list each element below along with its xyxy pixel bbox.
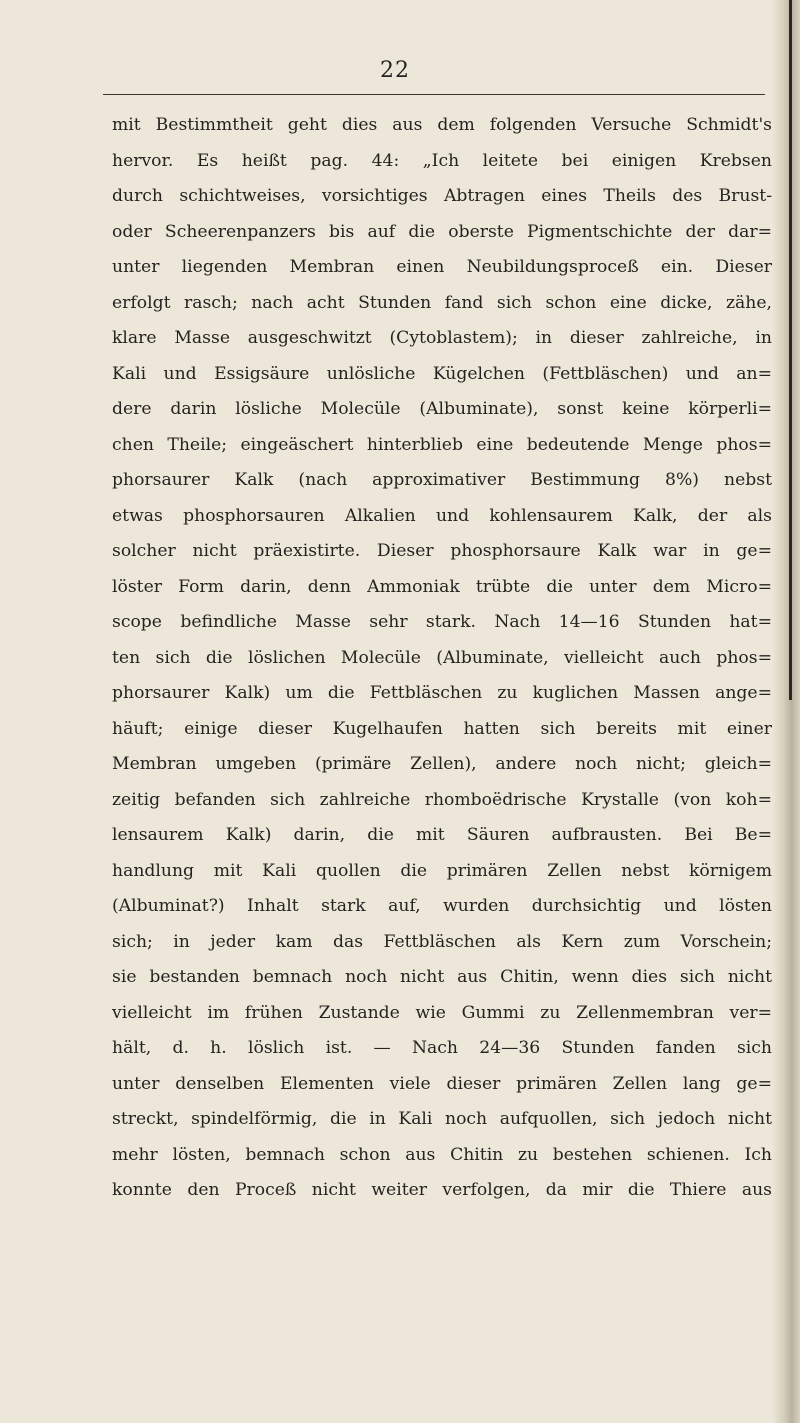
text-line: phorsaurer Kalk (nach approximativer Bestimmung 8%) nebst [112, 470, 772, 490]
text-line: oder Scheerenpanzers bis auf die oberste Pigmentschichte der dar= [112, 221, 772, 242]
text-line: ten sich die löslichen Molecüle (Albuminate, vielleicht auch phos= [112, 647, 772, 668]
text-line: streckt, spindelförmig, die in Kali noch aufquollen, sich jedoch nicht [112, 1109, 772, 1129]
text-line: Kali und Essigsäure unlösliche Kügelchen (Fettbläschen) und an= [112, 363, 772, 384]
text-line: unter denselben Elementen viele dieser primären Zellen lang ge= [112, 1073, 772, 1094]
text-line: vielleicht im frühen Zustande wie Gummi zu Zellenmembran ver= [112, 1002, 772, 1023]
text-line: klare Masse ausgeschwitzt (Cytoblastem); in dieser zahlreiche, in [112, 328, 772, 348]
text-line: dere darin lösliche Molecüle (Albuminate), sonst keine körperli= [112, 399, 772, 419]
text-line: scope befindliche Masse sehr stark. Nach 14—16 Stunden hat= [112, 612, 772, 632]
text-line: sie bestanden bemnach noch nicht aus Chitin, wenn dies sich nicht [112, 967, 772, 987]
text-line: solcher nicht präexistirte. Dieser phosphorsaure Kalk war in ge= [112, 541, 772, 561]
body-text [112, 108, 772, 1209]
text-line: etwas phosphorsauren Alkalien und kohlensaurem Kalk, der als [112, 505, 772, 526]
text-line: hervor. Es heißt pag. 44: „Ich leitete bei einigen Krebsen [112, 150, 772, 171]
text-line: löster Form darin, denn Ammoniak trübte die unter dem Micro= [112, 576, 772, 597]
text-line: (Albuminat?) Inhalt stark auf, wurden durchsichtig und lösten [112, 896, 772, 916]
page-edge [772, 0, 800, 1423]
header-rule [103, 94, 765, 95]
text-line: zeitig befanden sich zahlreiche rhomboëdrische Krystalle (von koh= [112, 789, 772, 810]
text-line: hält, d. h. löslich ist. — Nach 24—36 Stunden fanden sich [112, 1038, 772, 1058]
binding-shadow [789, 0, 792, 700]
text-line: mit Bestimmtheit geht dies aus dem folgenden Versuche Schmidt's [112, 115, 772, 135]
page-number: 22 [380, 58, 410, 83]
text-line: sich; in jeder kam das Fettbläschen als Kern zum Vorschein; [112, 931, 772, 952]
text-line: lensaurem Kalk) darin, die mit Säuren aufbrausten. Bei Be= [112, 825, 772, 845]
text-line: unter liegenden Membran einen Neubildungsproceß ein. Dieser [112, 257, 772, 277]
text-line: durch schichtweises, vorsichtiges Abtragen eines Theils des Brust- [112, 186, 772, 206]
text-line: handlung mit Kali quollen die primären Zellen nebst körnigem [112, 860, 772, 881]
text-line: häuft; einige dieser Kugelhaufen hatten sich bereits mit einer [112, 718, 772, 739]
text-line: erfolgt rasch; nach acht Stunden fand sich schon eine dicke, zähe, [112, 292, 772, 313]
text-line: konnte den Proceß nicht weiter verfolgen, da mir die Thiere aus [112, 1180, 772, 1200]
text-line: chen Theile; eingeäschert hinterblieb eine bedeutende Menge phos= [112, 434, 772, 455]
text-line: mehr lösten, bemnach schon aus Chitin zu bestehen schienen. Ich [112, 1144, 772, 1165]
text-line: phorsaurer Kalk) um die Fettbläschen zu kuglichen Massen ange= [112, 683, 772, 703]
text-line: Membran umgeben (primäre Zellen), andere noch nicht; gleich= [112, 754, 772, 774]
